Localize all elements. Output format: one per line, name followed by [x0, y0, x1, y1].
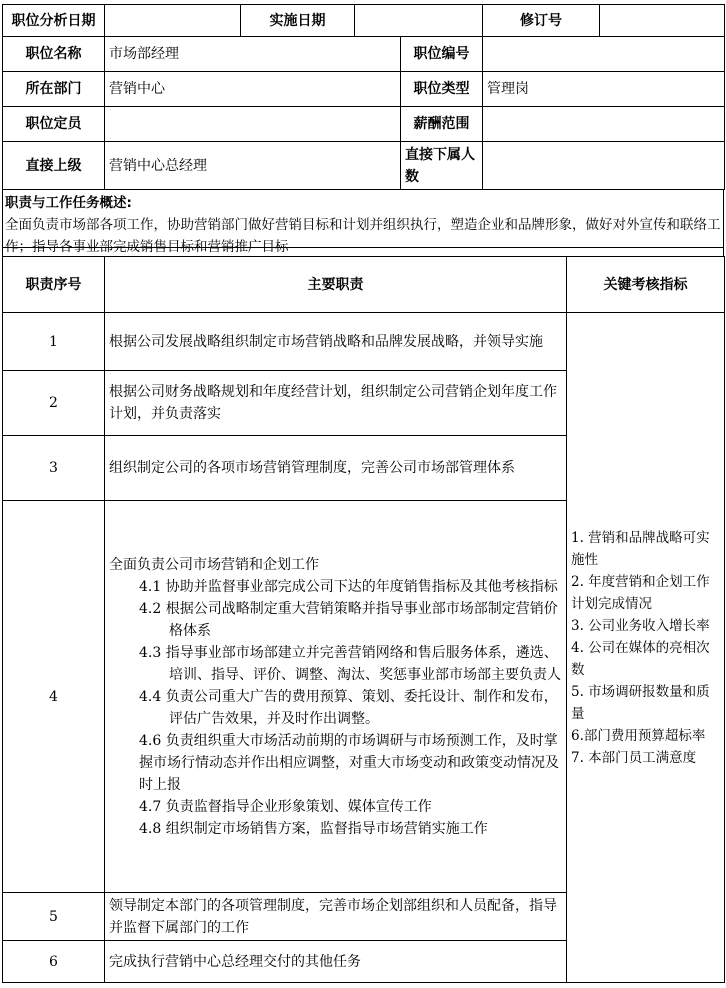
duty-summary	[2, 190, 724, 255]
headcount-value[interactable]	[105, 107, 401, 142]
job-description-form	[2, 4, 724, 983]
duty-row	[3, 313, 725, 371]
kpi-item: 7. 本部门员工满意度	[571, 749, 697, 766]
position-name-label: 职位名称	[3, 37, 105, 72]
department-value[interactable]: 营销中心	[105, 72, 401, 107]
duty-no: 6	[3, 941, 105, 983]
subordinates-value[interactable]	[483, 142, 725, 190]
duty-text: 根据公司发展战略组织制定市场营销战略和品牌发展战略，并领导实施	[105, 313, 567, 371]
department-label: 所在部门	[3, 72, 105, 107]
impl-date-label: 实施日期	[241, 5, 355, 37]
summary-text: 全面负责市场部各项工作，协助营销部门做好营销目标和计划并组织执行，塑造企业和品牌形象，做好对外宣传和联络工作；指导各事业部完成销售目标和营销推广目标	[5, 217, 721, 255]
duty-text: 全面负责公司市场营销和企划工作	[109, 556, 319, 573]
kpi-item: 3. 公司业务收入增长率	[571, 617, 710, 634]
impl-date-value[interactable]	[355, 5, 483, 37]
sub-duty: 4.6 负责组织重大市场活动前期的市场调研与市场预测工作，及时掌握市场行情动态并作出相应调整，对重大市场变动和政策变动情况及时上报	[139, 732, 559, 793]
kpi-item: 4. 公司在媒体的亮相次数	[571, 639, 710, 678]
salary-value[interactable]	[483, 107, 725, 142]
duty-no: 4	[3, 501, 105, 893]
position-name-value[interactable]: 市场部经理	[105, 37, 401, 72]
summary-title: 职责与工作任务概述:	[5, 195, 132, 211]
sub-duty: 4.3 指导事业部市场部建立并完善营销网络和售后服务体系，遴选、培训、指导、评价、调整、淘汰、奖惩事业部市场部主要负责人	[139, 644, 561, 683]
headcount-label: 职位定员	[3, 107, 105, 142]
col-main-duty: 主要职责	[105, 257, 567, 313]
col-duty-no: 职责序号	[3, 257, 105, 313]
sub-duty: 4.1 协助并监督事业部完成公司下达的年度销售指标及其他考核指标	[139, 578, 558, 595]
duty-no: 1	[3, 313, 105, 371]
sub-duty: 4.4 负责公司重大广告的费用预算、策划、委托设计、制作和发布，评估广告效果，并及时作出调整。	[139, 688, 558, 727]
duty-no: 3	[3, 436, 105, 501]
position-no-value[interactable]	[483, 37, 725, 72]
duty-text: 领导制定本部门的各项管理制度，完善市场企划部组织和人员配备，指导并监督下属部门的工作	[105, 893, 567, 941]
revision-label: 修订号	[483, 5, 600, 37]
kpi-item: 2. 年度营销和企划工作计划完成情况	[571, 573, 710, 612]
col-kpi: 关键考核指标	[567, 257, 725, 313]
duty-text: 根据公司财务战略规划和年度经营计划，组织制定公司营销企划年度工作计划，并负责落实	[105, 371, 567, 436]
position-type-label: 职位类型	[401, 72, 483, 107]
duty-text: 组织制定公司的各项市场营销管理制度，完善公司市场部管理体系	[105, 436, 567, 501]
duty-text-block	[105, 501, 567, 893]
position-type-value[interactable]: 管理岗	[483, 72, 725, 107]
supervisor-value[interactable]: 营销中心总经理	[105, 142, 401, 190]
supervisor-label: 直接上级	[3, 142, 105, 190]
duty-text: 完成执行营销中心总经理交付的其他任务	[105, 941, 567, 983]
kpi-item: 6.部门费用预算超标率	[571, 727, 706, 744]
subordinates-label: 直接下属人数	[401, 142, 483, 190]
position-info-table	[2, 4, 725, 190]
duty-no: 2	[3, 371, 105, 436]
sub-duty: 4.2 根据公司战略制定重大营销策略并指导事业部市场部制定营销价格体系	[139, 600, 558, 639]
kpi-cell	[567, 313, 725, 983]
kpi-item: 1. 营销和品牌战略可实施性	[571, 529, 710, 568]
salary-label: 薪酬范围	[401, 107, 483, 142]
revision-value[interactable]	[600, 5, 725, 37]
duties-table	[2, 256, 725, 983]
kpi-item: 5. 市场调研报数量和质量	[571, 683, 710, 722]
analysis-date-label: 职位分析日期	[3, 5, 105, 37]
duty-no: 5	[3, 893, 105, 941]
sub-duty: 4.8 组织制定市场销售方案，监督指导市场营销实施工作	[139, 820, 488, 837]
sub-duty: 4.7 负责监督指导企业形象策划、媒体宣传工作	[139, 798, 432, 815]
position-no-label: 职位编号	[401, 37, 483, 72]
analysis-date-value[interactable]	[105, 5, 241, 37]
